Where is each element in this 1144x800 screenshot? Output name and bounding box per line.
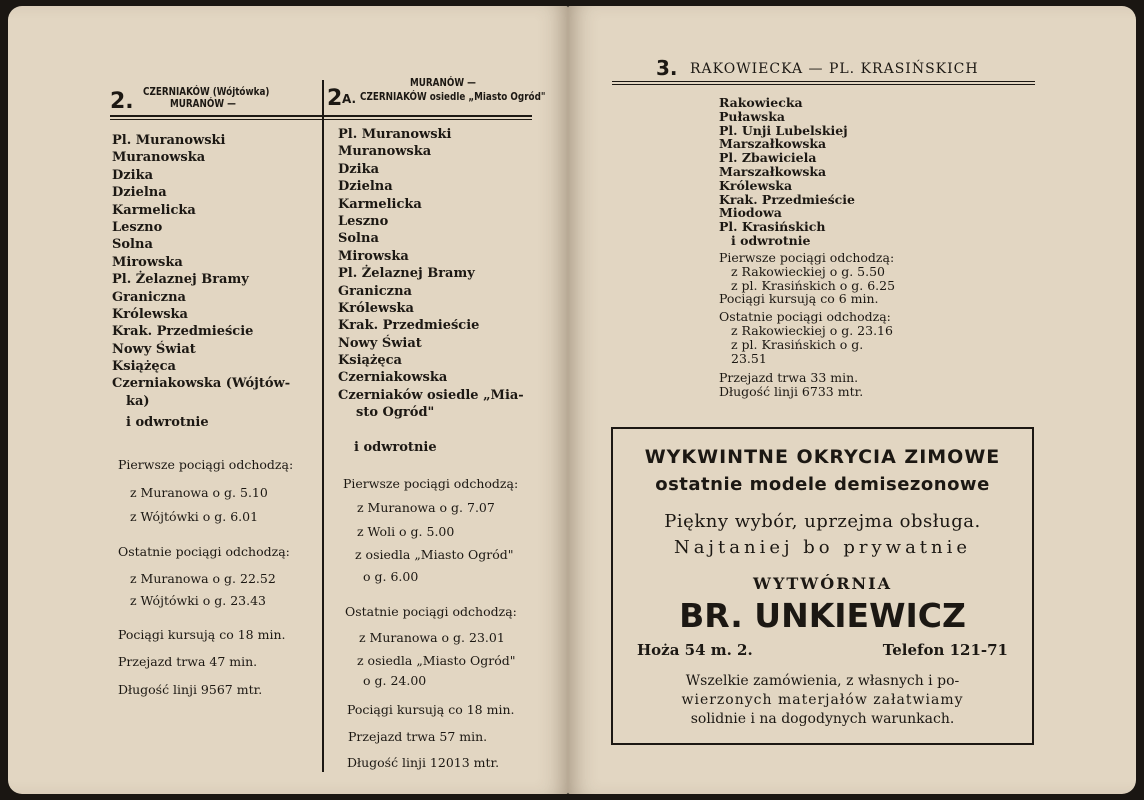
last-train: 23.51 [731, 350, 767, 366]
last-train: z osiedla „Miasto Ogród" [357, 653, 516, 668]
header-rule-thin [612, 84, 1035, 85]
stop: Leszno [112, 219, 163, 235]
stop: Puławska [719, 108, 785, 124]
stop: sto Ogród" [356, 405, 435, 421]
route-2a-name-top: MURANÓW — [410, 76, 476, 89]
route-3-number: 3. [656, 56, 678, 80]
frequency: Pociągi kursują co 18 min. [118, 627, 286, 642]
route-2-name-bottom: MURANÓW — [170, 97, 236, 110]
stop: Czerniakowska (Wójtów- [112, 376, 291, 392]
duration: Przejazd trwa 47 min. [118, 654, 258, 669]
first-train: o g. 6.00 [363, 569, 419, 584]
ad-slogan: Najtaniej bo prywatnie [673, 537, 972, 558]
stop: Pl. Muranowski [338, 127, 452, 142]
ad-company-name: BR. UNKIEWICZ [679, 596, 966, 635]
stop: Rakowiecka [719, 95, 803, 110]
frequency: Pociągi kursują co 18 min. [347, 702, 515, 717]
last-train: z pl. Krasińskich o g. [731, 336, 864, 352]
ad-phone: Telefon 121-71 [882, 641, 1008, 659]
stop: Krak. Przedmieście [112, 324, 254, 340]
first-train: z osiedla „Miasto Ogród" [355, 547, 514, 562]
ad-workshop-label: WYTWÓRNIA [752, 574, 893, 593]
stop: Graniczna [112, 289, 186, 305]
stop: Królewska [338, 300, 414, 316]
header-rule [612, 81, 1035, 82]
ad-text: Wszelkie zamówienia, z własnych i po- [685, 673, 960, 689]
stop: i odwrotnie [126, 415, 209, 431]
column-divider [322, 80, 324, 772]
duration: Przejazd trwa 33 min. [719, 370, 859, 386]
stop: Leszno [338, 213, 389, 229]
last-train: o g. 24.00 [363, 673, 427, 688]
stop: Mirowska [112, 254, 183, 270]
stop: Czerniaków osiedle „Mia- [338, 387, 524, 403]
stop: Dzika [112, 167, 154, 183]
stop: Muranowska [338, 144, 432, 160]
last-train: z Rakowieckiej o g. 23.16 [731, 322, 893, 338]
advertisement [611, 427, 1034, 745]
route-2-number: 2. [110, 89, 134, 114]
stop: Królewska [719, 177, 793, 193]
line-length: Długość linji 12013 mtr. [347, 755, 500, 770]
first-trains-title: Pierwsze pociągi odchodzą: [118, 457, 294, 472]
last-train: z Muranowa o g. 23.01 [359, 630, 505, 645]
line-length: Długość linji 6733 mtr. [719, 384, 864, 400]
stop: Czerniakowska [338, 370, 448, 386]
stop: Pl. Zbawiciela [719, 150, 817, 166]
last-train: z Wójtówki o g. 23.43 [130, 593, 266, 608]
first-train: z Muranowa o g. 7.07 [357, 500, 495, 515]
route-2a-number: 2 [327, 86, 343, 111]
first-trains-title: Pierwsze pociągi odchodzą: [343, 476, 519, 491]
stop: Muranowska [112, 150, 206, 166]
stop: Pl. Unji Lubelskiej [719, 122, 848, 138]
stop: Solna [338, 231, 379, 247]
frequency: Pociągi kursują co 6 min. [719, 291, 879, 307]
stop: ka) [126, 393, 150, 409]
first-train: z Muranowa o g. 5.10 [130, 485, 268, 500]
stop: Miodowa [719, 205, 782, 221]
last-trains-title: Ostatnie pociągi odchodzą: [118, 544, 290, 559]
stop: i odwrotnie [731, 232, 811, 248]
stop: Graniczna [338, 283, 412, 299]
stop: Dzika [338, 161, 380, 177]
ad-text: solidnie i na dogodynych warunkach. [690, 711, 955, 727]
route-3-title: RAKOWIECKA — PL. KRASIŃSKICH [690, 61, 979, 77]
ad-tagline: Piękny wybór, uprzejma obsługa. [664, 511, 981, 532]
last-train: z Muranowa o g. 22.52 [130, 571, 276, 586]
last-trains-title: Ostatnie pociągi odchodzą: [345, 604, 517, 619]
stop: Książęca [112, 359, 176, 375]
route-2a-number-suffix: A. [342, 92, 357, 106]
route-2a-name-bottom: CZERNIAKÓW osiedle „Miasto Ogród" [360, 90, 546, 103]
route-2a-stops [338, 126, 524, 422]
ad-address: Hoża 54 m. 2. [637, 641, 753, 659]
route-3-info [719, 251, 895, 399]
stop: Pl. Krasińskich [719, 219, 826, 235]
stop: Karmelicka [112, 202, 196, 218]
stop: Dzielna [112, 185, 167, 201]
first-trains-title: Pierwsze pociągi odchodzą: [719, 250, 895, 265]
duration: Przejazd trwa 57 min. [348, 729, 488, 744]
stop: Nowy Świat [112, 341, 196, 357]
first-train: z Woli o g. 5.00 [357, 524, 455, 539]
route-3-stops [719, 96, 855, 248]
stop: Solna [112, 237, 153, 253]
stop: Pl. Żelaznej Bramy [338, 266, 475, 282]
line-length: Długość linji 9567 mtr. [118, 682, 263, 697]
ad-headline: WYKWINTNE OKRYCIA ZIMOWE [644, 446, 1001, 468]
stop: Nowy Świat [338, 335, 422, 351]
header-rule [110, 115, 532, 117]
stop: Marszałkowska [719, 163, 827, 179]
stop: Pl. Muranowski [112, 133, 226, 148]
stop: Królewska [112, 306, 188, 322]
stop: Dzielna [338, 179, 393, 195]
stop: Karmelicka [338, 196, 422, 212]
stop: Krak. Przedmieście [338, 318, 480, 334]
ad-subheadline: ostatnie modele demisezonowe [655, 474, 990, 495]
first-train: z Wójtówki o g. 6.01 [130, 509, 259, 524]
first-train: z Rakowieckiej o g. 5.50 [731, 263, 886, 279]
route-2-name-top: CZERNIAKÓW (Wójtówka) [143, 85, 270, 98]
ad-text: wierzonych materjałów załatwiamy [681, 692, 964, 708]
last-trains-title: Ostatnie pociągi odchodzą: [719, 309, 891, 325]
stop: Pl. Żelaznej Bramy [112, 272, 249, 288]
stop: Marszałkowska [719, 136, 827, 152]
stop: Krak. Przedmieście [719, 191, 855, 207]
first-train: z pl. Krasińskich o g. 6.25 [731, 277, 896, 293]
stop: Mirowska [338, 248, 409, 264]
return-note: i odwrotnie [354, 440, 437, 455]
stop: Książęca [338, 353, 402, 369]
route-2-stops [112, 132, 290, 432]
header-rule-thin [110, 119, 532, 120]
